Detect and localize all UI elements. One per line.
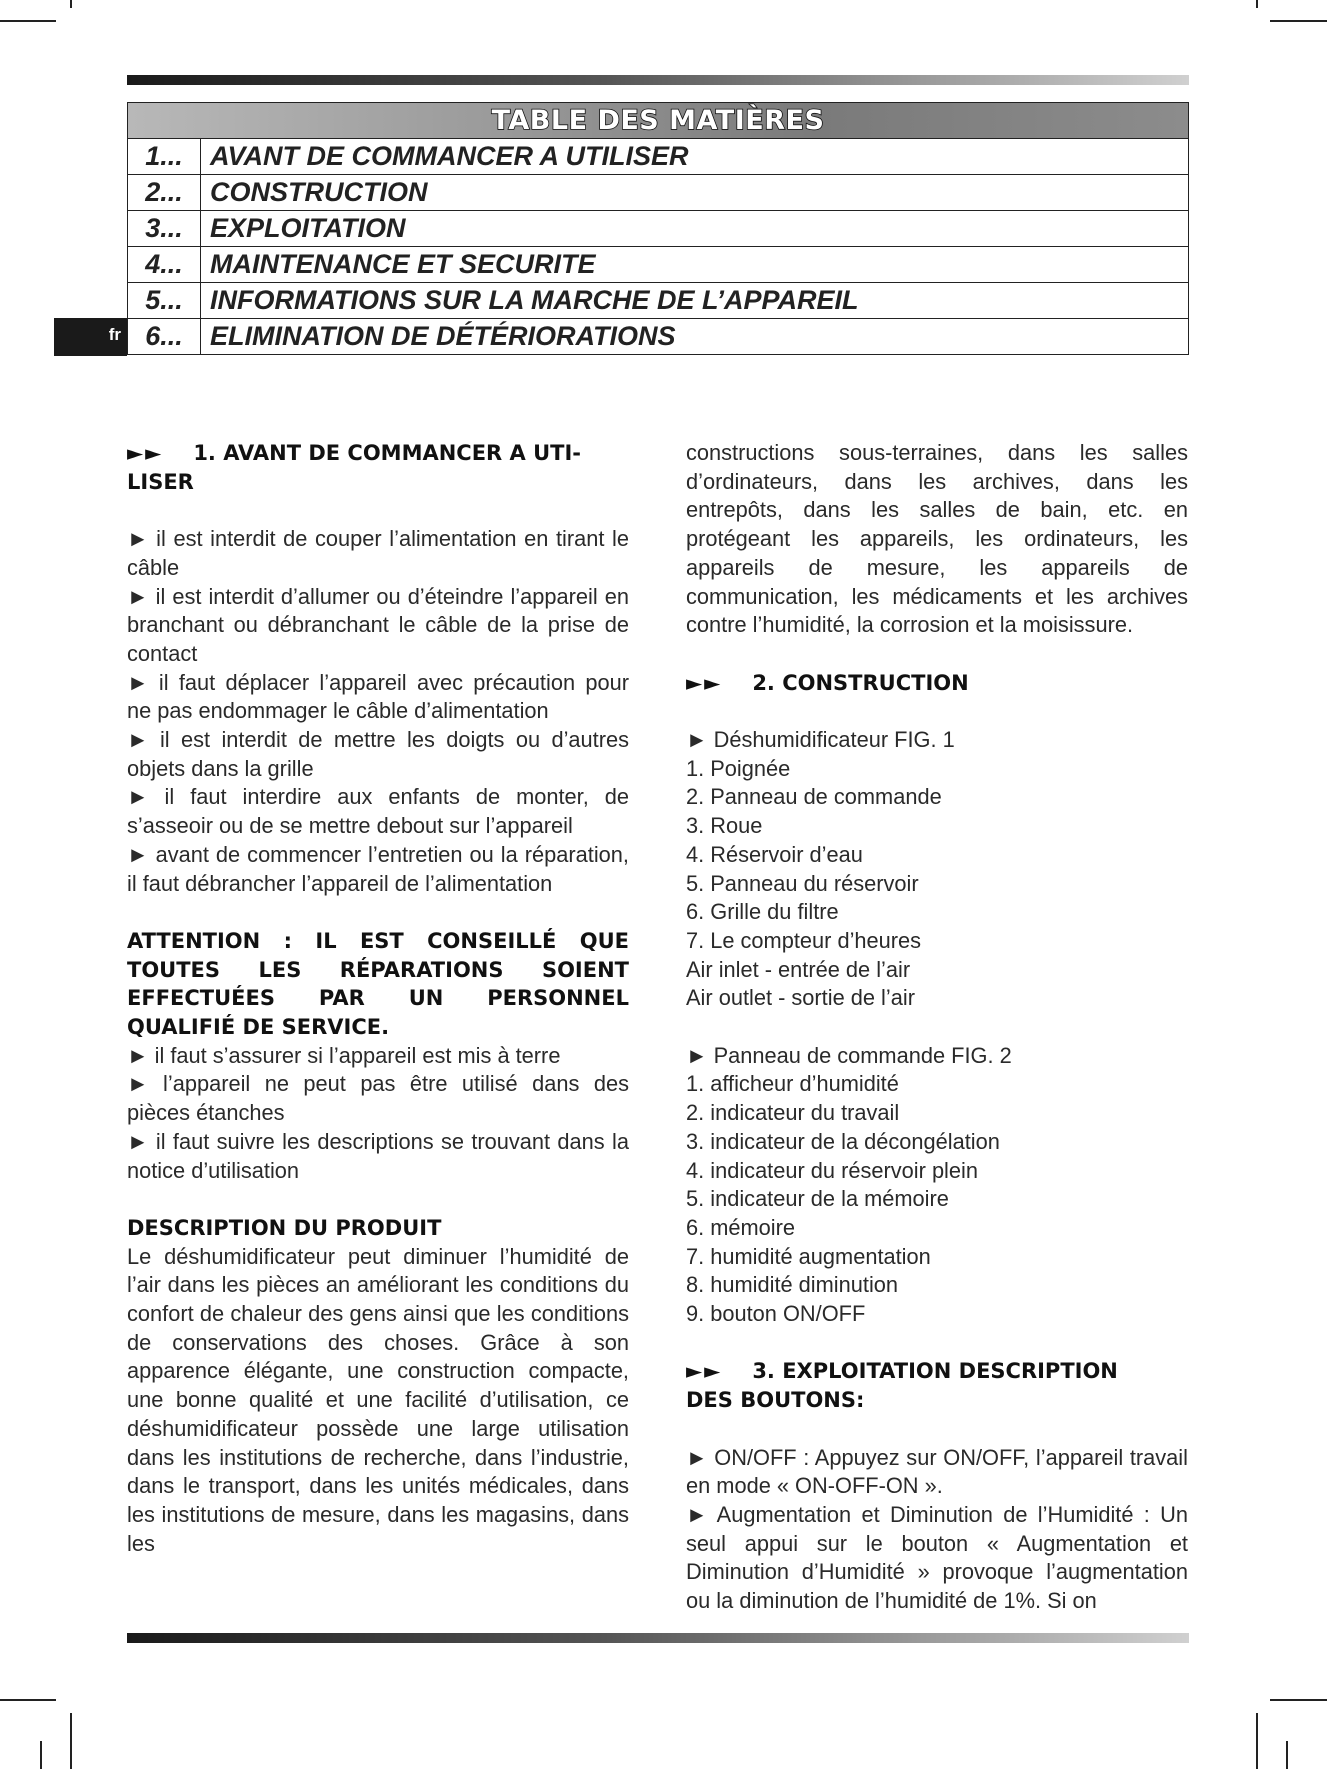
attention-bullet: ► l’appareil ne peut pas être utilisé dans des pièces étanches [127,1071,629,1126]
crop-mark [70,0,72,8]
crop-mark [40,1741,42,1769]
fig1-item: 5. Panneau du réservoir [686,870,919,896]
section-2-heading-text: 2. CONSTRUCTION [752,670,969,695]
section-1-heading [127,439,629,468]
fig2-item: 5. indicateur de la mémoire [686,1186,949,1212]
toc-number: 6... [128,319,201,354]
safety-bullet: ► avant de commencer l’entretien ou la réparation, il faut débrancher l’appareil de l’alimentation [127,841,629,896]
footer-rule [127,1633,1189,1643]
fig2-item: 7. humidité augmentation [686,1243,931,1269]
table-of-contents [127,102,1189,355]
safety-bullet: ► il est interdit de couper l’alimentation en tirant le câble [127,526,629,580]
toc-number: 2... [128,175,201,210]
fig1-item: 2. Panneau de commande [686,784,942,810]
crop-mark [1270,20,1327,22]
attention-notice: ATTENTION : IL EST CONSEILLÉ QUE TOUTES LES RÉPARATIONS SOIENT EFFECTUÉES PAR UN PERSONNEL QUALIFIÉ DE SERVICE. [127,928,629,1040]
fig2-item: 9. bouton ON/OFF [686,1301,866,1327]
description-continuation: constructions sous-terraines, dans les salles d’ordinateurs, dans les archives, dans les entrepôts, dans les salles de bain, etc. en protégeant les appareils, les ordinateurs, les appareils de mesure, les appareils de communication, les médicaments et les archives contre l’humidité, la corrosion et la moisissure. [686,440,1188,638]
safety-bullet: ► il faut déplacer l’appareil avec précaution pour ne pas endommager le câble d’alimentation [127,669,629,724]
toc-label: AVANT DE COMMANCER A UTILISER [210,141,689,171]
toc-row [128,175,1188,211]
crop-mark [0,1699,56,1701]
fig2-item: 8. humidité diminution [686,1272,899,1298]
left-column [127,439,629,1558]
language-tab: fr [54,318,127,356]
toc-row [128,139,1188,175]
section-2-heading [686,669,1188,698]
section-3-heading [686,1357,1188,1386]
description-heading: DESCRIPTION DU PRODUIT [127,1215,442,1240]
double-arrow-icon: ►► [686,670,723,695]
header-rule [127,75,1189,85]
toc-row [128,247,1188,283]
toc-row [128,211,1188,247]
fig1-item: 1. Poignée [686,755,791,781]
description-text: Le déshumidificateur peut diminuer l’humidité de l’air dans les pièces an améliorant les conditions du confort de chaleur des gens ainsi que les conditions de conservations des choses. Grâce à son apparence élégante, une construction compacte, une bonne qualité et une facilité d’utilisation, ce déshumidificateur possède une large utilisation dans les institutions de recherche, dans l’industrie, dans le transport, dans les unités médicales, dans les institutions de mesure, dans les magasins, dans les [127,1243,629,1556]
fig2-item: 6. mémoire [686,1214,796,1240]
crop-mark [1286,1741,1288,1769]
fig2-title: ► Panneau de commande FIG. 2 [686,1042,1012,1068]
toc-number: 5... [128,283,201,318]
attention-bullet: ► il faut s’assurer si l’appareil est mis à terre [127,1042,561,1068]
safety-bullet: ► il faut interdire aux enfants de monter, de s’asseoir ou de se mettre debout sur l’appareil [127,784,629,839]
toc-label: INFORMATIONS SUR LA MARCHE DE L’APPAREIL [210,285,859,315]
fig1-item: 6. Grille du filtre [686,899,839,925]
toc-label: EXPLOITATION [210,213,406,243]
fig2-item: 3. indicateur de la décongélation [686,1128,1000,1154]
humidity-description: ► Augmentation et Diminution de l’Humidité : Un seul appui sur le bouton « Augmentation et Diminution d’Humidité » provoque l’augmentation ou la diminution de l’humidité de 1%. Si on [686,1501,1188,1614]
crop-mark [1256,1713,1258,1769]
fig2-item: 4. indicateur du réservoir plein [686,1157,978,1183]
fig1-item: 7. Le compteur d’heures [686,927,922,953]
safety-bullet: ► il est interdit de mettre les doigts ou d’autres objets dans la grille [127,727,629,781]
double-arrow-icon: ►► [686,1359,723,1384]
onoff-description: ► ON/OFF : Appuyez sur ON/OFF, l’appareil travail en mode « ON-OFF-ON ». [686,1444,1188,1499]
fig1-item: Air inlet - entrée de l’air [686,956,911,982]
fig2-item: 1. afficheur d’humidité [686,1071,899,1097]
toc-number: 4... [128,247,201,282]
crop-mark [70,1713,72,1769]
toc-label: MAINTENANCE ET SECURITE [210,249,596,279]
toc-number: 3... [128,211,201,246]
toc-label: CONSTRUCTION [210,177,428,207]
right-column [686,439,1188,1616]
fig1-item: 3. Roue [686,813,763,839]
fig1-title: ► Déshumidificateur FIG. 1 [686,727,955,752]
fig1-item: Air outlet - sortie de l’air [686,985,915,1011]
fig2-item: 2. indicateur du travail [686,1100,900,1126]
fig1-item: 4. Réservoir d’eau [686,841,863,867]
crop-mark [1270,1699,1327,1701]
crop-mark [0,20,56,22]
crop-mark [1256,0,1258,8]
toc-row [128,283,1188,319]
toc-title: TABLE DES MATIÈRES [128,103,1188,139]
section-3-heading-line2: DES BOUTONS: [686,1388,865,1413]
double-arrow-icon: ►► [127,441,164,465]
section-1-heading-line2: LISER [127,469,194,494]
safety-bullet: ► il est interdit d’allumer ou d’éteindre l’appareil en branchant ou débranchant le câble de la prise de contact [127,583,629,666]
toc-label: ELIMINATION DE DÉTÉRIORATIONS [210,321,676,351]
toc-number: 1... [128,139,201,174]
attention-bullet: ► il faut suivre les descriptions se trouvant dans la notice d’utilisation [127,1128,629,1183]
section-1-heading-line1: 1. AVANT DE COMMANCER A UTI- [193,441,582,465]
toc-row [128,319,1188,355]
section-3-heading-line1: 3. EXPLOITATION DESCRIPTION [752,1359,1118,1384]
